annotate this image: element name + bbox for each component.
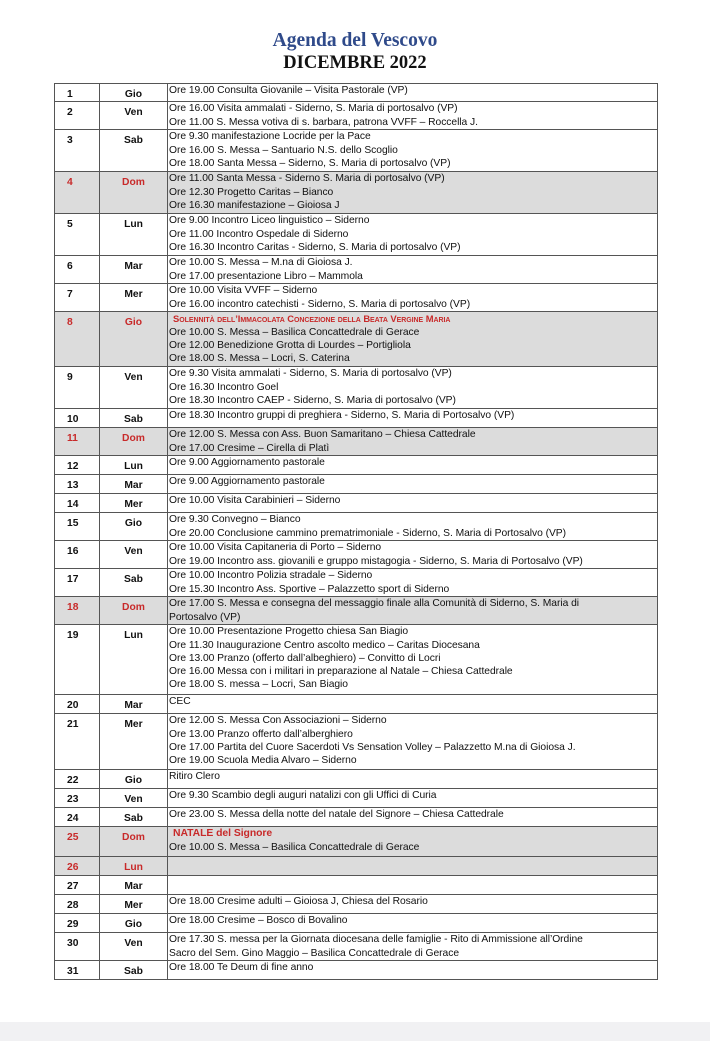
agenda-row [55, 84, 658, 102]
events-cell [168, 214, 658, 256]
event-line: Ore 16.00 S. Messa – Santuario N.S. dello Scoglio [169, 144, 398, 156]
events-cell [168, 130, 658, 172]
feast-title: Solennità dell’Immacolata Concezione della Beata Vergine Maria [173, 313, 451, 325]
event-line: Ore 17.00 S. Messa e consegna del messaggio finale alla Comunità di Siderno, S. Maria di [169, 598, 579, 610]
events-cell [168, 102, 658, 130]
page-title: Agenda del Vescovo [272, 30, 438, 51]
event-line: Ore 19.00 Scuola Media Alvaro – Siderno [169, 755, 357, 767]
events-cell [168, 172, 658, 214]
event-line: Ore 12.00 Benedizione Grotta di Lourdes – Portigliola [169, 339, 411, 351]
events-cell [168, 789, 658, 808]
day-number: 28 [55, 895, 100, 914]
events-cell [168, 857, 658, 876]
event-line: Ore 10.00 Visita Carabinieri – Siderno [169, 495, 341, 507]
agenda-row [55, 102, 658, 130]
event-line: Ore 18.00 Te Deum di fine anno [169, 962, 314, 974]
events-cell [168, 367, 658, 409]
event-line: Ore 11.00 Santa Messa - Siderno S. Maria di portosalvo (VP) [169, 173, 445, 185]
day-number: 18 [55, 597, 100, 625]
weekday: Lun [100, 456, 168, 475]
event-line: Ore 9.00 Incontro Liceo linguistico – Siderno [169, 215, 370, 227]
weekday: Sab [100, 569, 168, 597]
events-cell [168, 770, 658, 789]
events-cell [168, 513, 658, 541]
day-number: 13 [55, 475, 100, 494]
events-cell [168, 933, 658, 961]
agenda-row [55, 895, 658, 914]
event-line: Ore 10.00 S. Messa – M.na di Gioiosa J. [169, 257, 353, 269]
day-number: 3 [55, 130, 100, 172]
weekday: Gio [100, 312, 168, 367]
event-line: Ore 13.00 Pranzo (offerto dall’albeghiero) – Convitto di Locri [169, 652, 441, 664]
day-number: 24 [55, 808, 100, 827]
event-line: Ore 19.00 Incontro ass. giovanili e gruppo mistagogia - Siderno, S. Maria di Portosalvo (VP) [169, 555, 583, 567]
weekday: Mer [100, 714, 168, 770]
event-line: Ore 16.00 Visita ammalati - Siderno, S. Maria di portosalvo (VP) [169, 103, 458, 115]
weekday: Gio [100, 914, 168, 933]
day-number: 25 [55, 827, 100, 857]
weekday: Ven [100, 541, 168, 569]
weekday: Gio [100, 513, 168, 541]
agenda-row [55, 857, 658, 876]
day-number: 22 [55, 770, 100, 789]
day-number: 27 [55, 876, 100, 895]
weekday: Dom [100, 597, 168, 625]
event-line: Ore 9.00 Aggiornamento pastorale [169, 457, 325, 469]
day-number: 29 [55, 914, 100, 933]
agenda-row [55, 914, 658, 933]
weekday: Sab [100, 961, 168, 980]
agenda-row [55, 428, 658, 456]
agenda-body [55, 84, 658, 980]
agenda-row [55, 597, 658, 625]
day-number: 23 [55, 789, 100, 808]
day-number: 12 [55, 456, 100, 475]
agenda-row [55, 494, 658, 513]
day-number: 4 [55, 172, 100, 214]
day-number: 26 [55, 857, 100, 876]
event-line: Ore 9.30 Scambio degli auguri natalizi con gli Uffici di Curia [169, 790, 437, 802]
events-cell [168, 494, 658, 513]
event-line: Ore 10.00 Visita Capitaneria di Porto – Siderno [169, 542, 382, 554]
weekday: Ven [100, 367, 168, 409]
event-line: Ore 18.00 S. Messa – Locri, S. Caterina [169, 353, 350, 365]
agenda-row [55, 541, 658, 569]
event-line: Ore 18.00 Cresime – Bosco di Bovalino [169, 915, 348, 927]
weekday: Mer [100, 895, 168, 914]
weekday: Lun [100, 857, 168, 876]
event-line: Sacro del Sem. Gino Maggio – Basilica Concattedrale di Gerace [169, 947, 459, 959]
weekday: Gio [100, 84, 168, 102]
events-cell [168, 409, 658, 428]
event-line: Ore 11.30 Inaugurazione Centro ascolto medico – Caritas Diocesana [169, 639, 480, 651]
agenda-row [55, 933, 658, 961]
day-number: 10 [55, 409, 100, 428]
weekday: Dom [100, 827, 168, 857]
event-line: Ore 17.30 S. messa per la Giornata diocesana delle famiglie - Rito di Ammissione all’Ordine [169, 934, 583, 946]
agenda-row [55, 456, 658, 475]
event-line: Ore 13.00 Pranzo offerto dall’alberghiero [169, 728, 353, 740]
event-line: Ore 18.30 Incontro CAEP - Siderno, S. Maria di portosalvo (VP) [169, 394, 456, 406]
agenda-row [55, 961, 658, 980]
day-number: 1 [55, 84, 100, 102]
agenda-row [55, 256, 658, 284]
event-line: Ore 16.30 Incontro Caritas - Siderno, S. Maria di portosalvo (VP) [169, 241, 461, 253]
day-number: 8 [55, 312, 100, 367]
event-line: Ore 11.00 Incontro Ospedale di Siderno [169, 228, 349, 240]
agenda-row [55, 569, 658, 597]
agenda-row [55, 312, 658, 367]
agenda-row [55, 367, 658, 409]
agenda-row [55, 409, 658, 428]
events-cell [168, 827, 658, 857]
event-line: Ore 12.30 Progetto Caritas – Bianco [169, 186, 334, 198]
weekday: Mar [100, 475, 168, 494]
events-cell [168, 84, 658, 102]
weekday: Lun [100, 214, 168, 256]
page-subtitle: DICEMBRE 2022 [283, 53, 427, 73]
weekday: Mer [100, 494, 168, 513]
event-line: Ore 16.00 Messa con i militari in preparazione al Natale – Chiesa Cattedrale [169, 666, 513, 678]
day-number: 17 [55, 569, 100, 597]
event-line: Ore 10.00 S. Messa – Basilica Concattedrale di Gerace [169, 326, 420, 338]
weekday: Sab [100, 409, 168, 428]
events-cell [168, 597, 658, 625]
events-cell [168, 625, 658, 695]
event-line: Ore 23.00 S. Messa della notte del natale del Signore – Chiesa Cattedrale [169, 809, 504, 821]
event-line: Ore 16.30 Incontro Goel [169, 381, 279, 393]
day-number: 19 [55, 625, 100, 695]
event-line: Ore 10.00 S. Messa – Basilica Concattedrale di Gerace [169, 841, 420, 853]
day-number: 7 [55, 284, 100, 312]
day-number: 11 [55, 428, 100, 456]
weekday: Mar [100, 256, 168, 284]
agenda-row [55, 695, 658, 714]
agenda-row [55, 625, 658, 695]
event-line: Ore 9.30 manifestazione Locride per la Pace [169, 131, 371, 143]
event-line: Portosalvo (VP) [169, 611, 241, 623]
event-line: Ore 19.00 Consulta Giovanile – Visita Pastorale (VP) [169, 85, 408, 96]
day-number: 2 [55, 102, 100, 130]
agenda-row [55, 513, 658, 541]
day-number: 15 [55, 513, 100, 541]
events-cell [168, 714, 658, 770]
event-line: Ore 10.00 Incontro Polizia stradale – Siderno [169, 570, 373, 582]
day-number: 20 [55, 695, 100, 714]
bottom-band [0, 1022, 710, 1041]
event-line: Ore 18.00 S. messa – Locri, San Biagio [169, 679, 348, 691]
day-number: 9 [55, 367, 100, 409]
feast-title: NATALE del Signore [173, 828, 273, 840]
agenda-row [55, 789, 658, 808]
events-cell [168, 961, 658, 980]
events-cell [168, 569, 658, 597]
events-cell [168, 895, 658, 914]
event-line: Ore 18.00 Santa Messa – Siderno, S. Maria di portosalvo (VP) [169, 157, 451, 169]
day-number: 5 [55, 214, 100, 256]
events-cell [168, 475, 658, 494]
agenda-row [55, 808, 658, 827]
event-line: Ore 18.30 Incontro gruppi di preghiera - Siderno, S. Maria di Portosalvo (VP) [169, 410, 515, 422]
event-line: Ore 10.00 Visita VVFF – Siderno [169, 285, 318, 297]
day-number: 31 [55, 961, 100, 980]
day-number: 16 [55, 541, 100, 569]
agenda-row [55, 714, 658, 770]
events-cell [168, 876, 658, 895]
weekday: Dom [100, 172, 168, 214]
agenda-row [55, 214, 658, 256]
weekday: Mar [100, 695, 168, 714]
event-line: Ore 15.30 Incontro Ass. Sportive – Palazzetto sport di Siderno [169, 583, 450, 595]
event-line: Ore 12.00 S. Messa Con Associazioni – Siderno [169, 715, 387, 727]
events-cell [168, 808, 658, 827]
agenda-row [55, 876, 658, 895]
events-cell [168, 456, 658, 475]
event-line: Ore 17.00 Cresime – Cirella di Platì [169, 442, 330, 454]
event-line: Ore 10.00 Presentazione Progetto chiesa San Biagio [169, 626, 409, 638]
event-line: Ore 9.00 Aggiornamento pastorale [169, 476, 325, 488]
weekday: Sab [100, 808, 168, 827]
event-line: Ore 17.00 Partita del Cuore Sacerdoti Vs Sensation Volley – Palazzetto M.na di Gioiosa J. [169, 741, 576, 753]
events-cell [168, 428, 658, 456]
weekday: Sab [100, 130, 168, 172]
weekday: Dom [100, 428, 168, 456]
agenda-row [55, 130, 658, 172]
agenda-row [55, 770, 658, 789]
event-line: Ore 9.30 Visita ammalati - Siderno, S. Maria di portosalvo (VP) [169, 368, 452, 380]
day-number: 6 [55, 256, 100, 284]
day-number: 14 [55, 494, 100, 513]
event-line: Ore 20.00 Conclusione cammino prematrimoniale - Siderno, S. Maria di Portosalvo (VP) [169, 527, 566, 539]
event-line: Ore 9.30 Convegno – Bianco [169, 514, 301, 526]
event-line: Ore 17.00 presentazione Libro – Mammola [169, 270, 363, 282]
agenda-row [55, 284, 658, 312]
weekday: Lun [100, 625, 168, 695]
weekday: Ven [100, 933, 168, 961]
event-line: Ore 16.30 manifestazione – Gioiosa J [169, 199, 340, 211]
weekday: Gio [100, 770, 168, 789]
events-cell [168, 541, 658, 569]
events-cell [168, 914, 658, 933]
weekday: Mer [100, 284, 168, 312]
event-line: Ore 16.00 incontro catechisti - Siderno, S. Maria di portosalvo (VP) [169, 298, 471, 310]
events-cell [168, 695, 658, 714]
event-line: Ore 11.00 S. Messa votiva di s. barbara, patrona VVFF – Roccella J. [169, 116, 478, 128]
event-line: Ritiro Clero [169, 771, 220, 783]
event-line: CEC [169, 696, 191, 708]
weekday: Ven [100, 789, 168, 808]
weekday: Mar [100, 876, 168, 895]
event-line: Ore 12.00 S. Messa con Ass. Buon Samaritano – Chiesa Cattedrale [169, 429, 476, 441]
events-cell [168, 312, 658, 367]
agenda-table [54, 83, 658, 980]
agenda-row [55, 827, 658, 857]
agenda-row [55, 172, 658, 214]
weekday: Ven [100, 102, 168, 130]
event-line: Ore 18.00 Cresime adulti – Gioiosa J, Chiesa del Rosario [169, 896, 428, 908]
events-cell [168, 256, 658, 284]
day-number: 30 [55, 933, 100, 961]
agenda-row [55, 475, 658, 494]
day-number: 21 [55, 714, 100, 770]
events-cell [168, 284, 658, 312]
